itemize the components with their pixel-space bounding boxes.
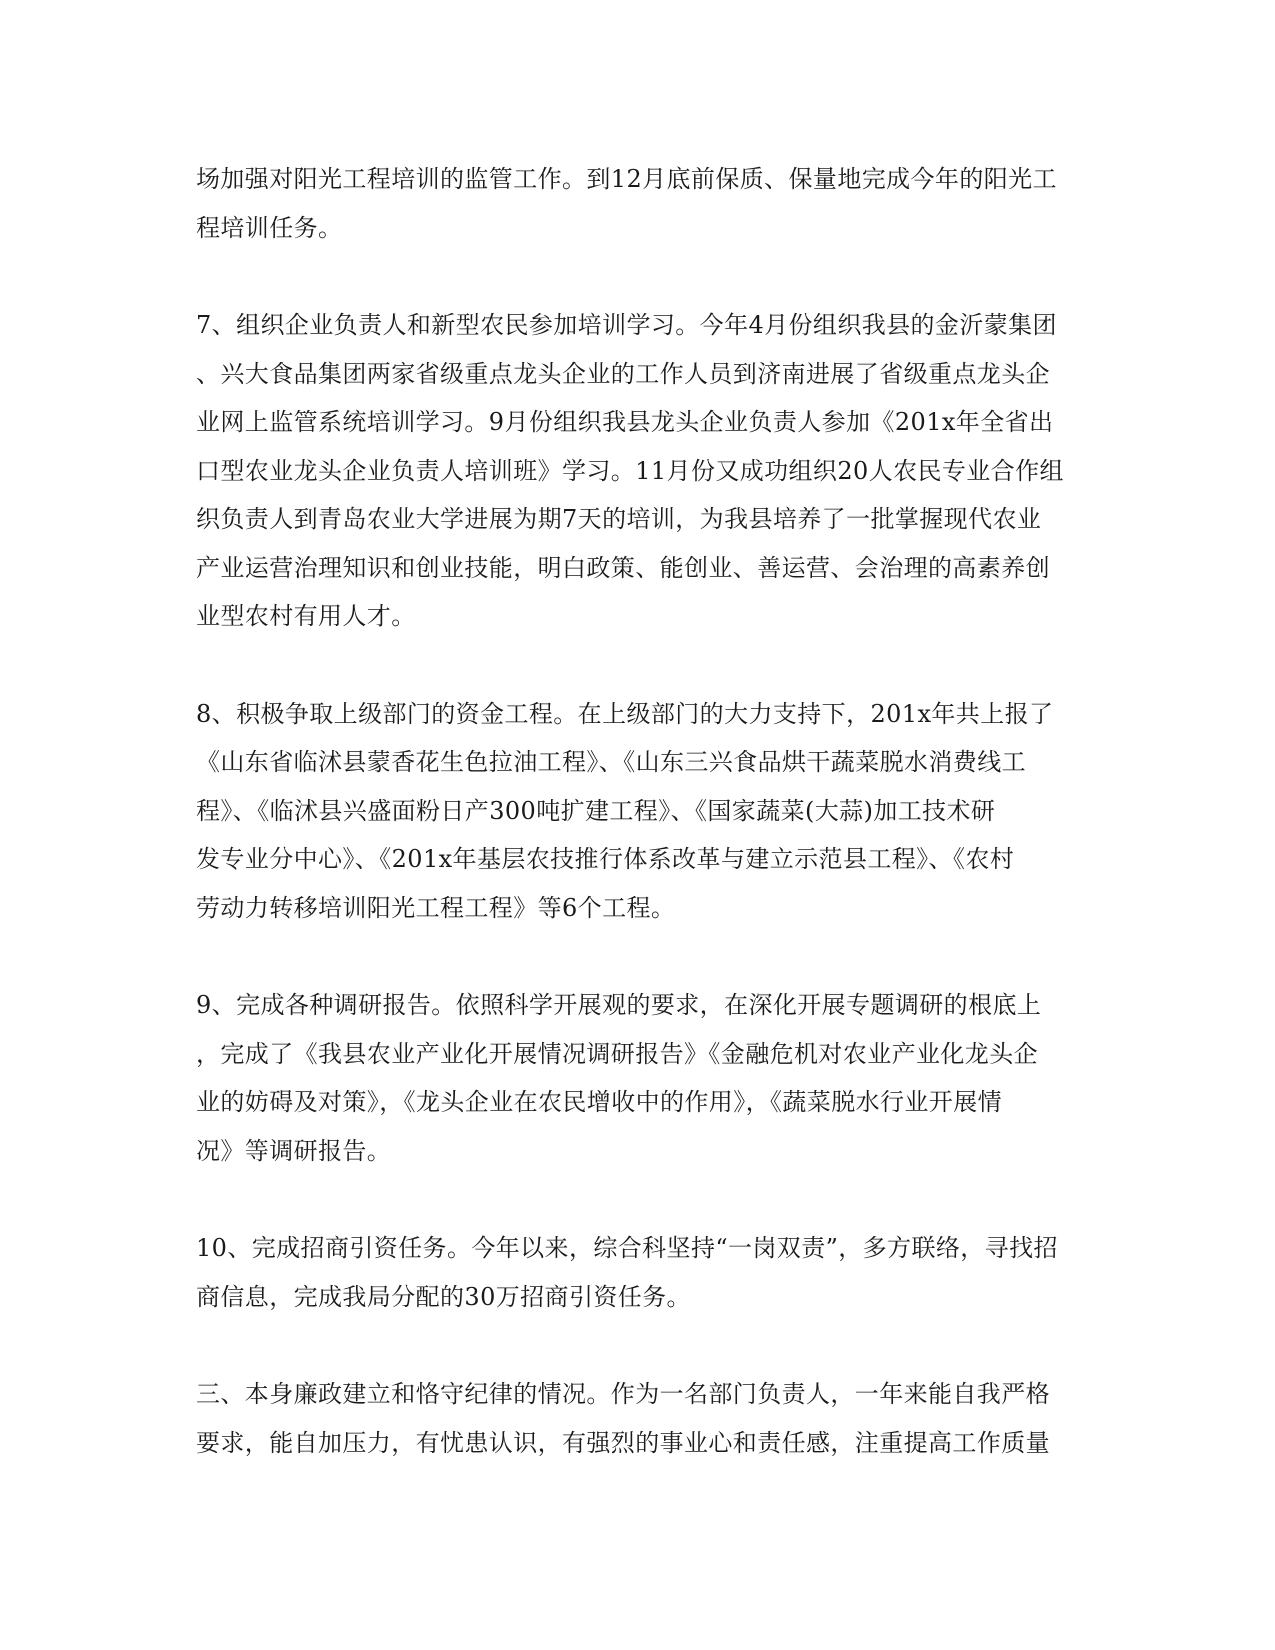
text-line: 要求，能自加压力，有忧患认识，有强烈的事业心和责任感，注重提高工作质量 [196,1428,1050,1457]
paragraph-section-3 [196,1370,1076,1467]
text-line: 况》等调研报告。 [196,1136,392,1165]
paragraph-7 [196,301,1076,641]
text-line: 口型农业龙头企业负责人培训班》学习。11月份又成功组织20人农民专业合作组 [196,456,1064,485]
text-line: 程》、《临沭县兴盛面粉日产300吨扩建工程》、《国家蔬菜(大蒜)加工技术研 [196,796,996,825]
text-line: 业网上监管系统培训学习。9月份组织我县龙头企业负责人参加《201x年全省出 [196,408,1054,436]
text-line: 商信息，完成我局分配的30万招商引资任务。 [196,1282,691,1311]
text-line: ，完成了《我县农业产业化开展情况调研报告》《金融危机对农业产业化龙头企 [196,1039,1038,1068]
text-line: 三、本身廉政建立和恪守纪律的情况。作为一名部门负责人，一年来能自我严格 [196,1380,1050,1408]
paragraph-6-continuation [196,155,1076,252]
text-line: 8、积极争取上级部门的资金工程。在上级部门的大力支持下，201x年共上报了 [196,699,1054,728]
text-line: 《山东省临沭县蒙香花生色拉油工程》、《山东三兴食品烘干蔬菜脱水消费线工 [196,748,1026,776]
text-line: 业的妨碍及对策》，《龙头企业在农民增收中的作用》，《蔬菜脱水行业开展情 [196,1088,1002,1116]
text-line: 发专业分中心》、《201x年基层农技推行体系改革与建立示范县工程》、《农村 [196,845,1015,873]
text-line: 7、组织企业负责人和新型农民参加培训学习。今年4月份组织我县的金沂蒙集团 [196,311,1057,339]
text-line: 劳动力转移培训阳光工程工程》等6个工程。 [196,893,676,922]
text-line: 9、完成各种调研报告。依照科学开展观的要求，在深化开展专题调研的根底上 [196,991,1042,1019]
text-line: 业型农村有用人才。 [196,602,416,630]
paragraph-8 [196,690,1076,933]
text-line: 10、完成招商引资任务。今年以来，综合科坚持“一岗双责”，多方联络，寻找招 [196,1234,1058,1262]
text-line: 产业运营治理知识和创业技能，明白政策、能创业、善运营、会治理的高素养创 [196,553,1050,582]
document-body [196,155,1076,1516]
text-line: 、兴大食品集团两家省级重点龙头企业的工作人员到济南进展了省级重点龙头企 [196,359,1050,388]
paragraph-9 [196,981,1076,1175]
paragraph-10 [196,1224,1076,1321]
text-line: 织负责人到青岛农业大学进展为期7天的培训，为我县培养了一批掌握现代农业 [196,505,1042,533]
text-line: 场加强对阳光工程培训的监管工作。到12月底前保质、保量地完成今年的阳光工 [196,165,1057,193]
text-line: 程培训任务。 [196,213,343,242]
